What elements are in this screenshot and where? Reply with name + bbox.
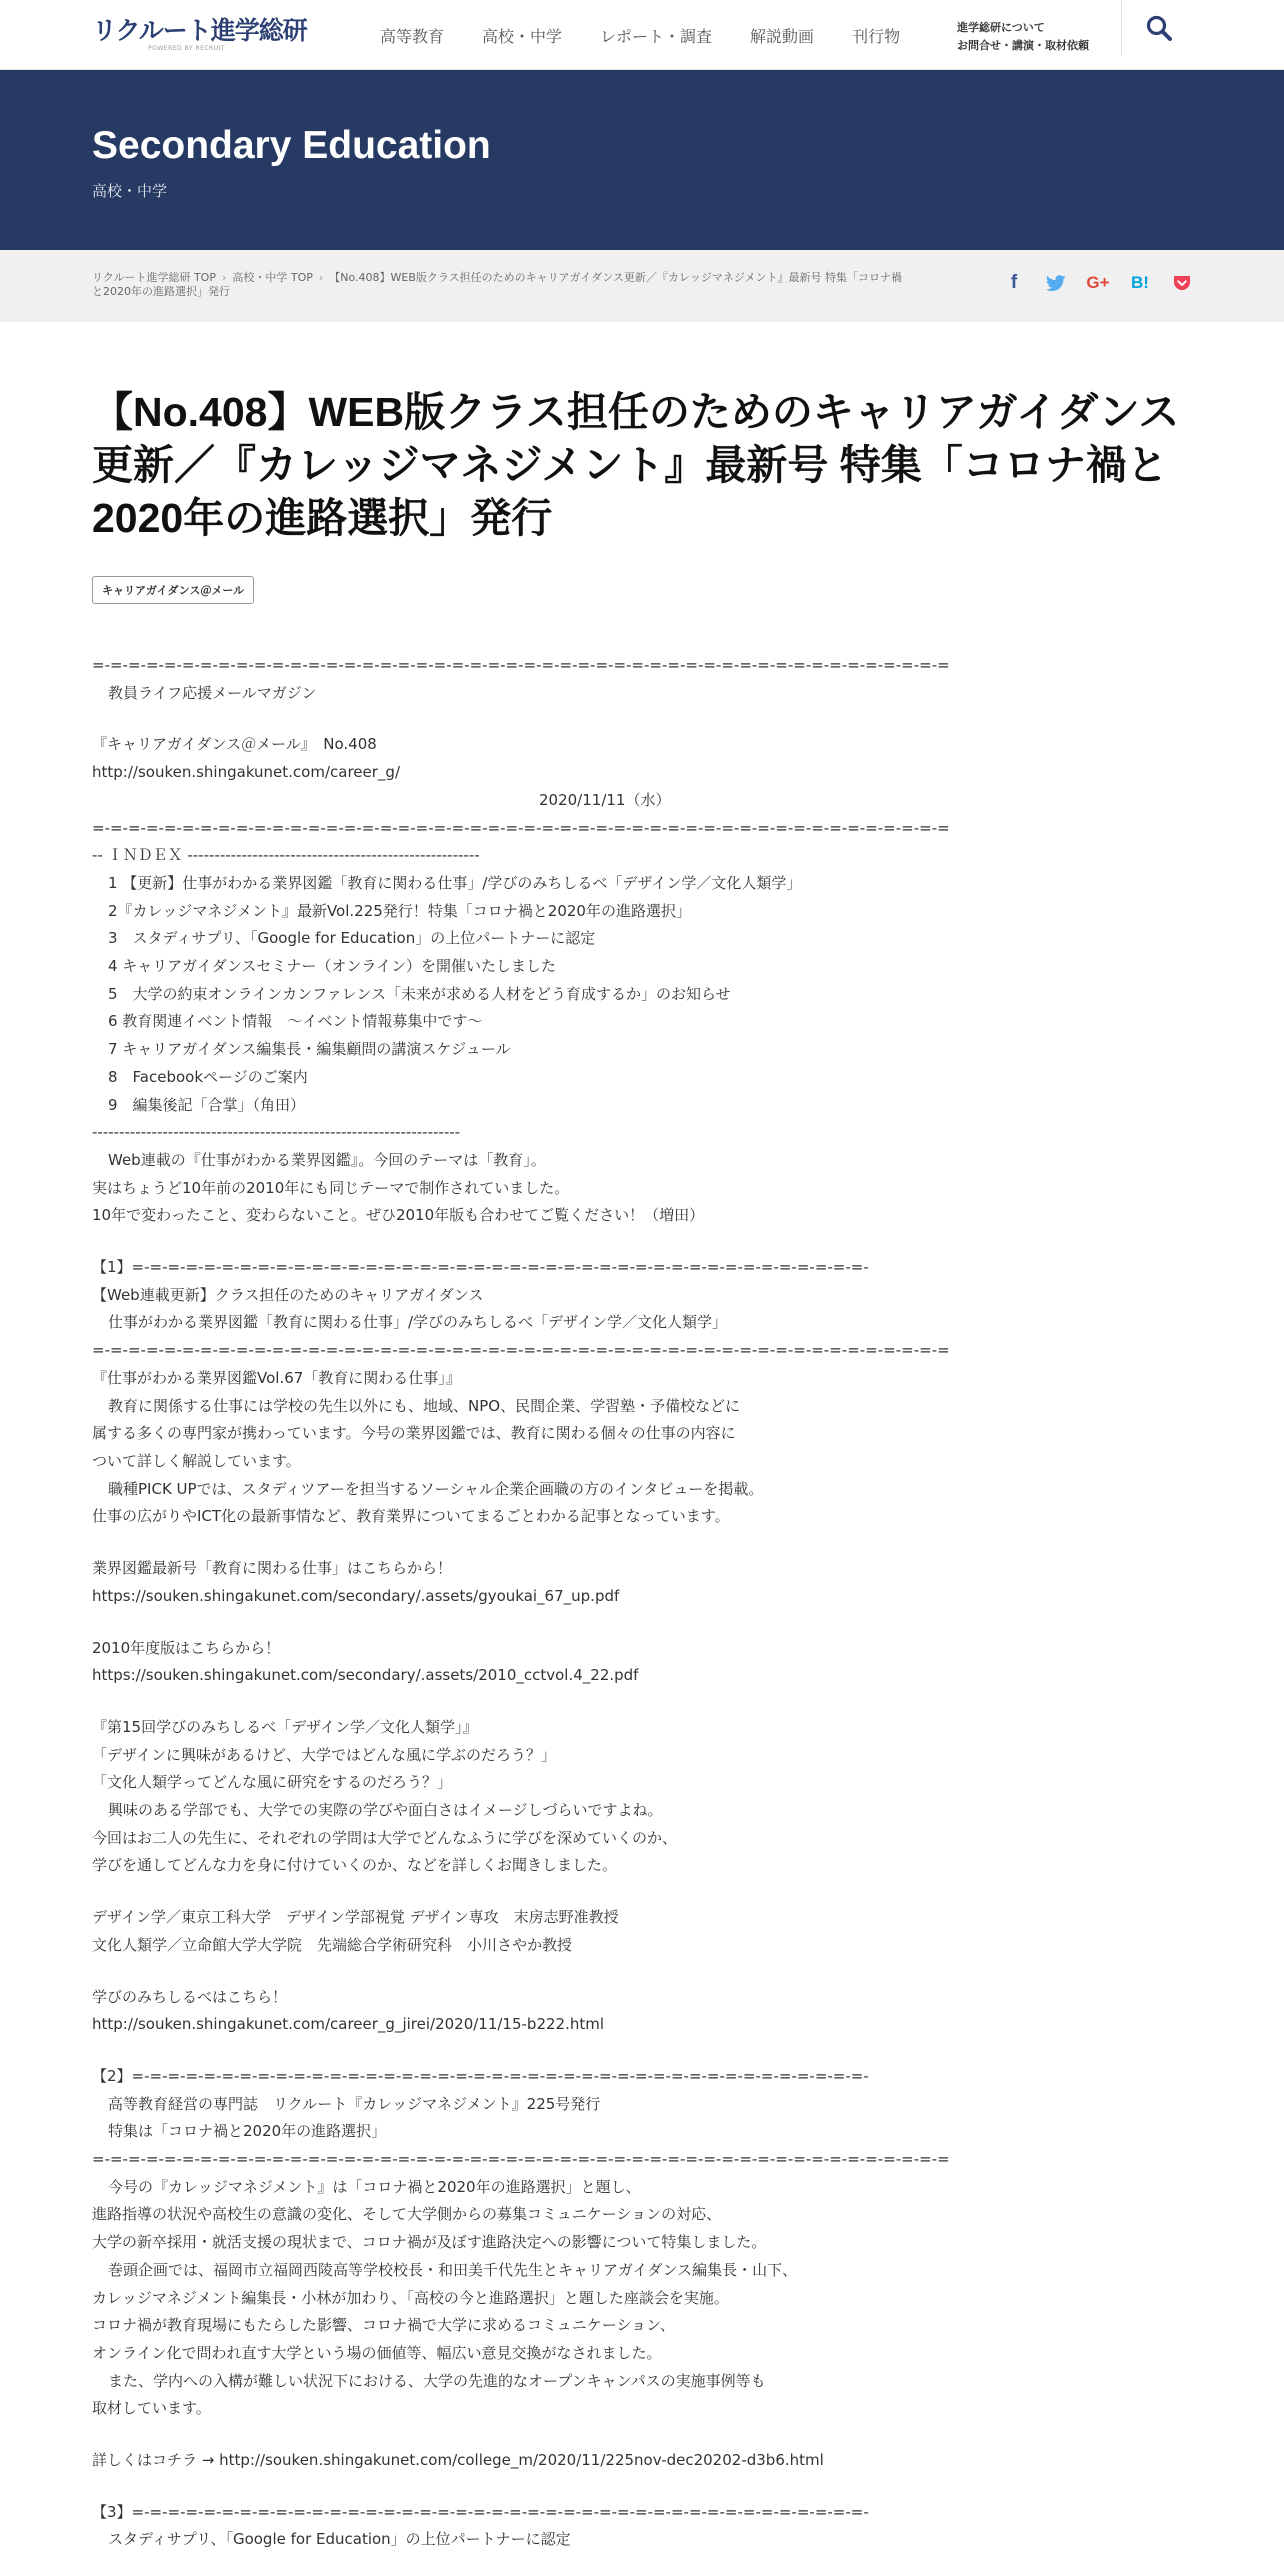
article-text-line: 教員ライフ応援メールマガジン [108,683,317,702]
paragraph-gap [92,1611,1202,1635]
article-text-line: 6 教育関連イベント情報 ～イベント情報募集中です～ [108,1012,483,1031]
hero-subtitle: 高校・中学 [92,182,168,200]
share-buttons [993,268,1203,298]
article-text-line: 【1】=-=-=-=-=-=-=-=-=-=-=-=-=-=-=-=-=-=-=-=-=-=-=-=-=-=-=-=-=-=-=-=-=-=-=-=-=-=-=-=-=- [92,1258,869,1277]
article-text-line: コロナ禍が教育現場にもたらした影響、コロナ禍で大学に求めるコミュニケーション、 [92,2316,675,2335]
hero-title: Secondary Education [92,124,491,167]
breadcrumb-home[interactable]: リクルート進学総研 TOP [92,271,216,284]
article-text-line: また、学内への入構が難しい状況下における、大学の先進的なオープンキャンパスの実施事例等も [108,2371,766,2390]
article-text-line: Web連載の『仕事がわかる業界図鑑』。今回のテーマは「教育」。 [108,1150,546,1169]
share-twitter[interactable] [1035,268,1077,298]
article-text-line: 【2】=-=-=-=-=-=-=-=-=-=-=-=-=-=-=-=-=-=-=-=-=-=-=-=-=-=-=-=-=-=-=-=-=-=-=-=-=-=-=-=-=- [92,2066,869,2085]
article-text-line: 教育に関係する仕事には学校の先生以外にも、地域、NPO、民間企業、学習塾・予備校などに [108,1396,741,1415]
breadcrumb-current: 【No.408】WEB版クラス担任のためのキャリアガイダンス更新／『カレッジマネジメント』最新号 特集「コロナ禍 [329,271,902,284]
article-text-line: 特集は「コロナ禍と2020年の進路選択」 [108,2122,387,2141]
article-text-line: 10年で変わったこと、変わらないこと。ぜひ2010年版も合わせてご覧ください！（増田） [92,1206,705,1225]
breadcrumb-secondary[interactable]: 高校・中学 TOP [232,271,313,284]
article-text-line: -- ＩＮＤＥＸ ------------------------------------------------------ [92,846,480,865]
article-text-line: 1 【更新】仕事がわかる業界図鑑「教育に関わる仕事」/学びのみちしるべ「デザイン学／文化人類学」 [108,873,802,892]
paragraph-gap [92,1960,1202,1984]
article-link-line[interactable]: http://souken.shingakunet.com/career_g_jirei/2020/11/15-b222.html [92,2015,605,2034]
article-text-line: 大学の新卒採用・就活支援の現状まで、コロナ禍が及ぼす進路決定への影響について特集しました。 [92,2233,767,2252]
article-text-line: 興味のある学部でも、大学での実際の学びや面白さはイメージしづらいですよね。 [108,1801,663,1820]
article-text-line: 「デザインに興味があるけど、大学ではどんな風に学ぶのだろう？」 [92,1745,556,1764]
article-text-line: =-=-=-=-=-=-=-=-=-=-=-=-=-=-=-=-=-=-=-=-=-=-=-=-=-=-=-=-=-=-=-=-=-=-=-=-=-=-=-=-=-=-=-=-=-=-=-= [92,1341,950,1360]
article-text-line: スタディサプリ、「Google for Education」の上位パートナーに認定 [108,2530,571,2549]
article-text-line: 【3】=-=-=-=-=-=-=-=-=-=-=-=-=-=-=-=-=-=-=-=-=-=-=-=-=-=-=-=-=-=-=-=-=-=-=-=-=-=-=-=-=- [92,2502,869,2521]
article-title: 【No.408】WEB版クラス担任のためのキャリアガイダンス更新／『カレッジマネジメント』最新号 特集「コロナ禍と2020年の進路選択」発行 [92,389,1180,541]
article-text-line: 職種PICK UPでは、スタディツアーを担当するソーシャル企業企画職の方のインタビューを掲載。 [108,1479,764,1498]
article-text-line: =-=-=-=-=-=-=-=-=-=-=-=-=-=-=-=-=-=-=-=-=-=-=-=-=-=-=-=-=-=-=-=-=-=-=-=-=-=-=-=-=-=-=-=-=-=-=-= [92,818,950,837]
breadcrumb [92,271,992,299]
article-link-line[interactable]: 詳しくはコチラ → http://souken.shingakunet.com/college_m/2020/11/225nov-dec20202-d3b6.html [92,2451,824,2470]
article-text-line: 高等教育経営の専門誌 リクルート『カレッジマネジメント』225号発行 [108,2094,601,2113]
article-text-line: 巻頭企画では、福岡市立福岡西陵高等学校校長・和田美千代先生とキャリアガイダンス編集長・山下、 [108,2260,798,2279]
article-text-line: 取材しています。 [92,2399,211,2418]
article-text-line: 仕事の広がりやICT化の最新事情など、教育業界についてまるごとわかる記事となっています。 [92,1507,730,1526]
article-link-line[interactable]: http://souken.shingakunet.com/career_g/ [92,763,400,782]
share-gplus[interactable] [1077,268,1119,298]
paragraph-gap [92,1531,1202,1555]
logo-text: リクルート進学総研 [92,16,307,45]
share-hatena[interactable] [1119,268,1161,298]
article-text-line: 「文化人類学ってどんな風に研究をするのだろう？」 [92,1773,453,1792]
hatena-bookmark-icon: B! [1131,273,1149,292]
article-text-line: 今号の『カレッジマネジメント』は「コロナ禍と2020年の進路選択」と題し、 [108,2177,641,2196]
article-text-line: 3 スタディサプリ、「Google for Education」の上位パートナーに認定 [108,929,596,948]
nav-publications[interactable]: 刊行物 [852,26,901,46]
article-text-line: デザイン学／東京工科大学 デザイン学部視覚 デザイン専攻 末房志野准教授 [92,1908,619,1927]
hero-banner [0,70,1284,250]
search-button[interactable] [1121,0,1195,56]
logo-subtext: POWERED BY RECRUIT [148,45,226,52]
article-text-line: 進路指導の状況や高校生の意識の変化、そして大学側からの募集コミュニケーションの対応、 [92,2205,722,2224]
article-text-line: 5 大学の約束オンラインカンファレンス「未来が求める人材をどう育成するか」のお知らせ [108,984,731,1003]
article-link-line[interactable]: https://souken.shingakunet.com/secondary/.assets/2010_cctvol.4_22.pdf [92,1666,639,1685]
article-text-line: 8 Facebookページのご案内 [108,1067,308,1086]
article-text-line: 業界図鑑最新号「教育に関わる仕事」はこちらから！ [92,1559,453,1578]
nav-reports[interactable]: レポート・調査 [600,26,713,46]
article-text-line: 9 編集後記「合掌」（角田） [108,1095,306,1114]
nav-contact-link[interactable]: お問合せ・講演・取材依頼 [957,39,1089,52]
article-body [92,652,1202,2554]
article-text-line: 文化人類学／立命館大学大学院 先端総合学術研究科 小川さやか教授 [92,1935,573,1954]
article-text-line: 今回はお二人の先生に、それぞれの学問は大学でどんなふうに学びを深めていくのか、 [92,1828,678,1847]
article-text-line: 【Web連載更新】クラス担任のためのキャリアガイダンス [92,1285,484,1304]
search-icon [1145,14,1173,42]
gplus-icon: G+ [1086,273,1110,292]
article-text-line: 2010年度版はこちらから！ [92,1638,281,1657]
article-text-line: 『仕事がわかる業界図鑑Vol.67「教育に関わる仕事」』 [92,1368,461,1387]
article-text-line: -------------------------------------------------------------------- [92,1123,461,1142]
paragraph-gap [92,1880,1202,1904]
nav-higher-education[interactable]: 高等教育 [380,26,445,46]
article-text-line: 2020/11/11（水） [539,790,671,809]
pocket-icon [1173,275,1191,292]
article-text-line: 仕事がわかる業界図鑑「教育に関わる仕事」/学びのみちしるべ「デザイン学／文化人類学」 [108,1313,728,1332]
share-pocket[interactable] [1161,268,1203,298]
article-text-line: 2『カレッジマネジメント』最新Vol.225発行！特集「コロナ禍と2020年の進路選択」 [108,901,691,920]
nav-about-link[interactable]: 進学総研について [957,21,1045,34]
site-header [0,0,1284,70]
article-text-line: 『第15回学びのみちしるべ「デザイン学／文化人類学」』 [92,1717,478,1736]
article-text-line: ついて詳しく解説しています。 [92,1451,301,1470]
paragraph-gap [92,2475,1202,2499]
nav-secondary-education[interactable]: 高校・中学 [482,26,563,46]
facebook-icon: f [1010,272,1018,293]
paragraph-gap [92,707,1202,731]
article-text-line: 『キャリアガイダンス＠メール』 No.408 [92,735,377,754]
paragraph-gap [92,2039,1202,2063]
article-text-line: 学びのみちしるべはこちら！ [92,1987,288,2006]
category-tag[interactable]: キャリアガイダンス＠メール [92,576,254,604]
article-text-line: =-=-=-=-=-=-=-=-=-=-=-=-=-=-=-=-=-=-=-=-=-=-=-=-=-=-=-=-=-=-=-=-=-=-=-=-=-=-=-=-=-=-=-=-=-=-=-= [92,656,950,674]
article-text-line: 4 キャリアガイダンスセミナー（オンライン）を開催いたしました [108,957,556,976]
article-text-line: 学びを通してどんな力を身に付けていくのか、などを詳しくお聞きしました。 [92,1856,618,1875]
twitter-icon [1046,275,1066,292]
article-text-line: カレッジマネジメント編集長・小林が加わり、「高校の今と進路選択」と題した座談会を実施。 [92,2288,729,2307]
paragraph-gap [92,2423,1202,2447]
article-text-line: 実はちょうど10年前の2010年にも同じテーマで制作されていました。 [92,1178,570,1197]
nav-sub-links [957,19,1089,55]
main-nav [380,0,938,70]
nav-videos[interactable]: 解説動画 [750,26,815,46]
article-link-line[interactable]: https://souken.shingakunet.com/secondary/.assets/gyoukai_67_up.pdf [92,1586,620,1605]
article-text-line: 7 キャリアガイダンス編集長・編集顧問の講演スケジュール [108,1040,511,1059]
article-text-line: =-=-=-=-=-=-=-=-=-=-=-=-=-=-=-=-=-=-=-=-=-=-=-=-=-=-=-=-=-=-=-=-=-=-=-=-=-=-=-=-=-=-=-=-=-=-=-= [92,2150,950,2169]
breadcrumb-current-cont: と2020年の進路選択」発行 [92,285,230,298]
paragraph-gap [92,1230,1202,1254]
paragraph-gap [92,1690,1202,1714]
share-facebook[interactable] [993,268,1035,298]
breadcrumb-separator-icon: › [221,271,227,284]
article-text-line: オンライン化で問われ直す大学という場の価値等、幅広い意見交換がなされました。 [92,2343,662,2362]
article-text-line: 属する多くの専門家が携わっています。今号の業界図鑑では、教育に関わる個々の仕事の内容に [92,1424,736,1443]
breadcrumb-separator-icon: › [318,271,324,284]
site-logo[interactable] [92,18,307,52]
